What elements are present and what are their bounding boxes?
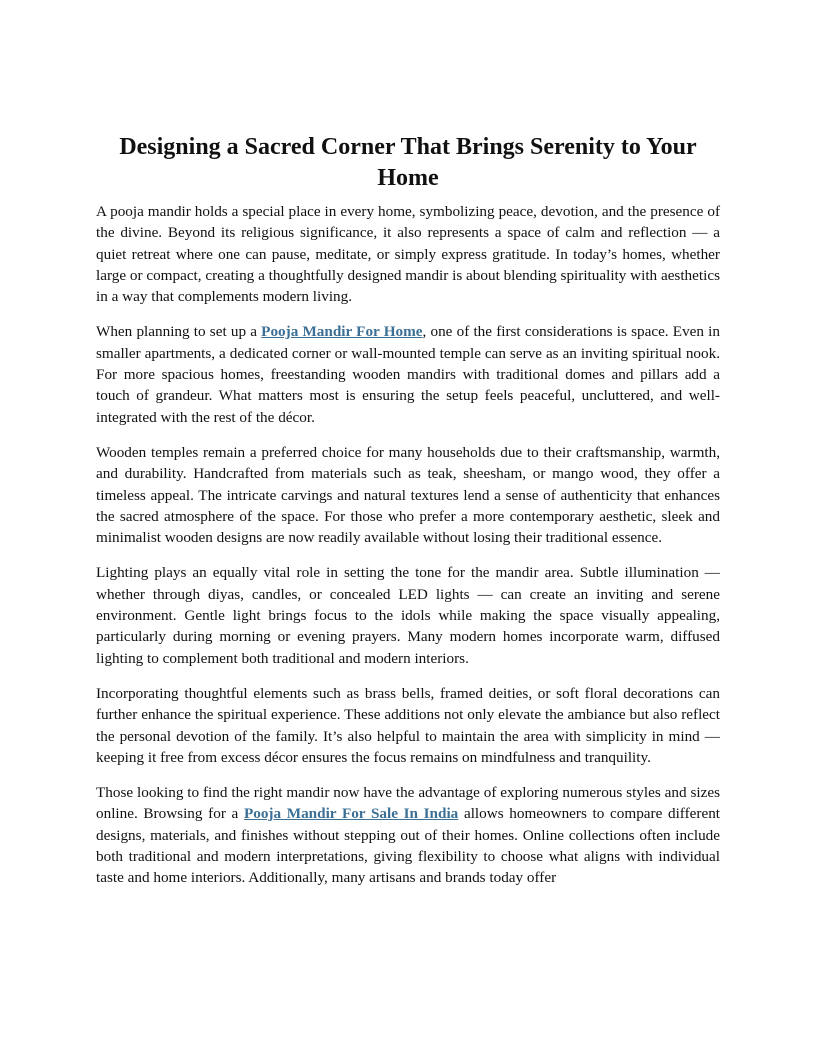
paragraph-online [96, 782, 720, 888]
paragraph-text: When planning to set up a [96, 323, 262, 341]
paragraph-wooden-temples: Wooden temples remain a preferred choice for many households due to their craftsmanship, warmth, and durability. Handcrafted from materials such as teak, sheesham, or mango wood, they offer a timeless appeal. The intricate carvings and natural textures lend a sense of authenticity that enhances the sacred atmosphere of the space. For those who prefer a more contemporary aesthetic, sleek and minimalist wooden designs are now readily available without losing their traditional essence. [96, 443, 720, 547]
paragraph-lighting: Lighting plays an equally vital role in setting the tone for the mandir area. Subtle illumination — whether through diyas, candles, or concealed LED lights — can create an inviting and serene environment. Gentle light brings focus to the idols while making the space visually appealing, particularly during morning or evening prayers. Many modern homes incorporate warm, diffused lighting to complement both traditional and modern interiors. [96, 564, 720, 667]
document-page [96, 132, 720, 903]
pooja-mandir-for-sale-link[interactable]: Pooja Mandir For Sale In India [243, 805, 459, 823]
paragraph-intro: A pooja mandir holds a special place in every home, symbolizing peace, devotion, and the presence of the divine. Beyond its religious significance, it also represents a space of calm and reflection — a quiet retreat where one can pause, meditate, or simply express gratitude. In today’s homes, whether large or compact, creating a thoughtfully designed mandir is about blending spirituality with aesthetics in a way that complements modern living. [96, 203, 720, 306]
paragraph-text: allows homeowners to compare different designs, materials, and finishes without stepping out of their homes. Online collections often include both traditional and modern interpretations, giving flexibility to choose what aligns with individual taste and home interiors. Additionally, many artisans and brands today offer [96, 805, 721, 887]
paragraph-elements: Incorporating thoughtful elements such as brass bells, framed deities, or soft floral decorations can further enhance the spiritual experience. These additions not only elevate the ambiance but also reflect the personal devotion of the family. It’s also helpful to maintain the area with simplicity in mind — keeping it free from excess décor ensures the focus remains on mindfulness and tranquility. [96, 684, 720, 766]
paragraph-text: Those looking to find the right mandir now have the advantage of exploring numerous styles and sizes online. Browsing for a [96, 784, 720, 823]
pooja-mandir-for-home-link[interactable]: Pooja Mandir For Home [261, 323, 423, 341]
paragraph-space [96, 321, 720, 427]
paragraph-text: , one of the first considerations is space. Even in smaller apartments, a dedicated corner or wall-mounted temple can serve as an inviting spiritual nook. For more spacious homes, freestanding wooden mandirs with traditional domes and pillars add a touch of grandeur. What matters most is ensuring the setup feels peaceful, uncluttered, and well-integrated with the rest of the décor. [96, 323, 720, 426]
page-title: Designing a Sacred Corner That Brings Serenity to Your Home [119, 134, 697, 191]
